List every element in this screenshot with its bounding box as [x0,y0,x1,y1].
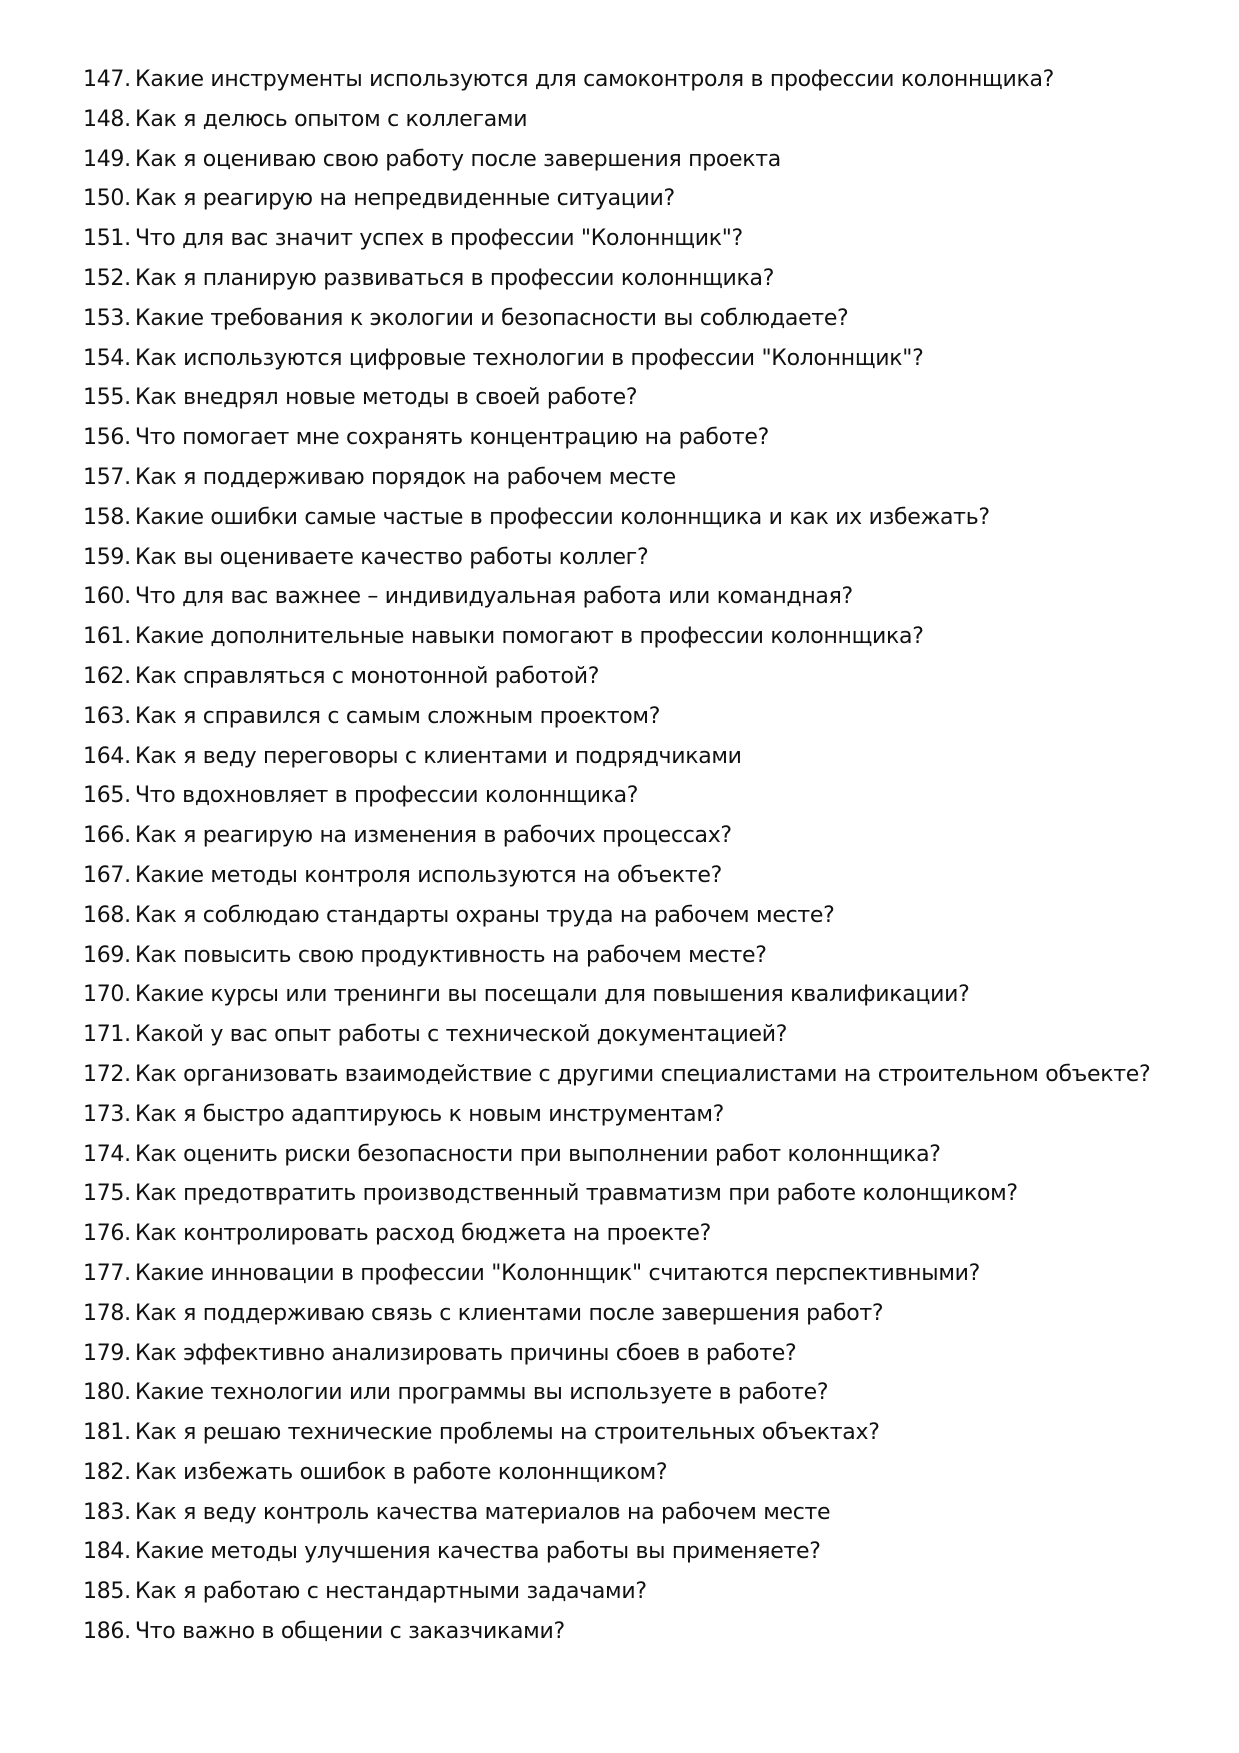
question-text: Что вдохновляет в профессии колоннщика? [135,783,639,809]
list-item [83,100,1203,140]
list-item [83,1214,1203,1254]
question-number: 174. [83,1141,131,1167]
question-text: Какие дополнительные навыки помогают в профессии колоннщика? [135,624,924,650]
list-item [83,1612,1203,1652]
question-number: 165. [83,783,131,809]
question-number: 157. [83,464,131,490]
question-number: 159. [83,544,131,570]
question-text: Как эффективно анализировать причины сбоев в работе? [135,1340,797,1366]
question-number: 186. [83,1619,131,1645]
list-item [83,418,1203,458]
question-text: Как я реагирую на изменения в рабочих процессах? [135,823,732,849]
question-text: Что помогает мне сохранять концентрацию на работе? [135,425,769,451]
list-item [83,498,1203,538]
question-text: Как контролировать расход бюджета на проекте? [135,1221,711,1247]
list-item [83,299,1203,339]
question-text: Что для вас важнее – индивидуальная работа или командная? [135,584,853,610]
question-text: Как используются цифровые технологии в профессии "Колоннщик"? [135,345,924,371]
question-number: 154. [83,345,131,371]
list-item [83,975,1203,1015]
list-item [83,538,1203,578]
list-item [83,697,1203,737]
question-text: Как вы оцениваете качество работы коллег? [135,544,649,570]
list-item [83,179,1203,219]
list-item [83,896,1203,936]
question-text: Какие требования к экологии и безопасности вы соблюдаете? [135,305,849,331]
question-number: 167. [83,862,131,888]
list-item [83,140,1203,180]
list-item [83,577,1203,617]
question-number: 156. [83,425,131,451]
question-text: Как я планирую развиваться в профессии колоннщика? [135,265,775,291]
question-text: Как внедрял новые методы в своей работе? [135,385,638,411]
question-text: Что для вас значит успех в профессии "Колоннщик"? [135,226,743,252]
question-text: Как я веду переговоры с клиентами и подрядчиками [135,743,742,769]
question-text: Какие ошибки самые частые в профессии колоннщика и как их избежать? [135,504,990,530]
list-item [83,1095,1203,1135]
question-text: Как я решаю технические проблемы на строительных объектах? [135,1420,880,1446]
list-item [83,776,1203,816]
question-number: 151. [83,226,131,252]
question-number: 179. [83,1340,131,1366]
question-number: 170. [83,982,131,1008]
list-item [83,1532,1203,1572]
question-number: 148. [83,106,131,132]
list-item [83,816,1203,856]
question-text: Какие методы улучшения качества работы вы применяете? [135,1539,821,1565]
list-item [83,1373,1203,1413]
question-number: 176. [83,1221,131,1247]
list-item [83,1493,1203,1533]
question-text: Как я оцениваю свою работу после завершения проекта [135,146,781,172]
list-item [83,378,1203,418]
question-number: 185. [83,1579,131,1605]
question-number: 149. [83,146,131,172]
list-item [83,458,1203,498]
list-item [83,1294,1203,1334]
list-item [83,1135,1203,1175]
list-item [83,617,1203,657]
question-text: Как повысить свою продуктивность на рабочем месте? [135,942,767,968]
question-text: Как избежать ошибок в работе колоннщиком? [135,1459,668,1485]
list-item [83,1015,1203,1055]
question-text: Как оценить риски безопасности при выполнении работ колоннщика? [135,1141,941,1167]
question-text: Какой у вас опыт работы с технической документацией? [135,1022,788,1048]
question-number: 168. [83,902,131,928]
list-item [83,1453,1203,1493]
question-number: 173. [83,1101,131,1127]
question-text: Что важно в общении с заказчиками? [135,1619,565,1645]
list-item [83,856,1203,896]
list-item [83,1254,1203,1294]
question-text: Какие методы контроля используются на объекте? [135,862,722,888]
question-text: Как я работаю с нестандартными задачами? [135,1579,647,1605]
question-text: Как я поддерживаю порядок на рабочем месте [135,464,676,490]
list-item [83,259,1203,299]
question-text: Как я быстро адаптируюсь к новым инструментам? [135,1101,725,1127]
question-number: 172. [83,1061,131,1087]
list-item [83,936,1203,976]
question-number: 175. [83,1181,131,1207]
question-number: 177. [83,1260,131,1286]
question-text: Какие курсы или тренинги вы посещали для повышения квалификации? [135,982,970,1008]
list-item [83,339,1203,379]
question-number: 163. [83,703,131,729]
question-text: Как я справился с самым сложным проектом? [135,703,661,729]
question-text: Какие инновации в профессии "Колоннщик" считаются перспективными? [135,1260,980,1286]
question-text: Как я делюсь опытом с коллегами [135,106,528,132]
question-number: 183. [83,1499,131,1525]
question-number: 182. [83,1459,131,1485]
list-item [83,1413,1203,1453]
question-number: 152. [83,265,131,291]
question-number: 150. [83,186,131,212]
question-number: 171. [83,1022,131,1048]
question-list [83,60,1203,1652]
question-text: Как я реагирую на непредвиденные ситуации? [135,186,675,212]
list-item [83,1174,1203,1214]
question-number: 180. [83,1380,131,1406]
question-number: 181. [83,1420,131,1446]
question-text: Как я веду контроль качества материалов на рабочем месте [135,1499,831,1525]
list-item [83,1055,1203,1095]
question-number: 162. [83,663,131,689]
list-item [83,737,1203,777]
question-number: 169. [83,942,131,968]
question-number: 158. [83,504,131,530]
question-number: 166. [83,823,131,849]
question-number: 153. [83,305,131,331]
question-text: Какие технологии или программы вы используете в работе? [135,1380,829,1406]
list-item [83,219,1203,259]
question-text: Как предотвратить производственный травматизм при работе колонщиком? [135,1181,1018,1207]
question-text: Какие инструменты используются для самоконтроля в профессии колоннщика? [135,67,1055,92]
question-number: 147. [83,67,131,92]
question-number: 155. [83,385,131,411]
question-text: Как справляться с монотонной работой? [135,663,600,689]
question-number: 178. [83,1300,131,1326]
question-text: Как я соблюдаю стандарты охраны труда на рабочем месте? [135,902,835,928]
question-number: 161. [83,624,131,650]
question-number: 160. [83,584,131,610]
question-number: 184. [83,1539,131,1565]
question-text: Как я поддерживаю связь с клиентами после завершения работ? [135,1300,884,1326]
list-item [83,1572,1203,1612]
question-text: Как организовать взаимодействие с другими специалистами на строительном объекте? [135,1061,1151,1087]
list-item [83,60,1203,100]
list-item [83,1334,1203,1374]
question-number: 164. [83,743,131,769]
list-item [83,657,1203,697]
